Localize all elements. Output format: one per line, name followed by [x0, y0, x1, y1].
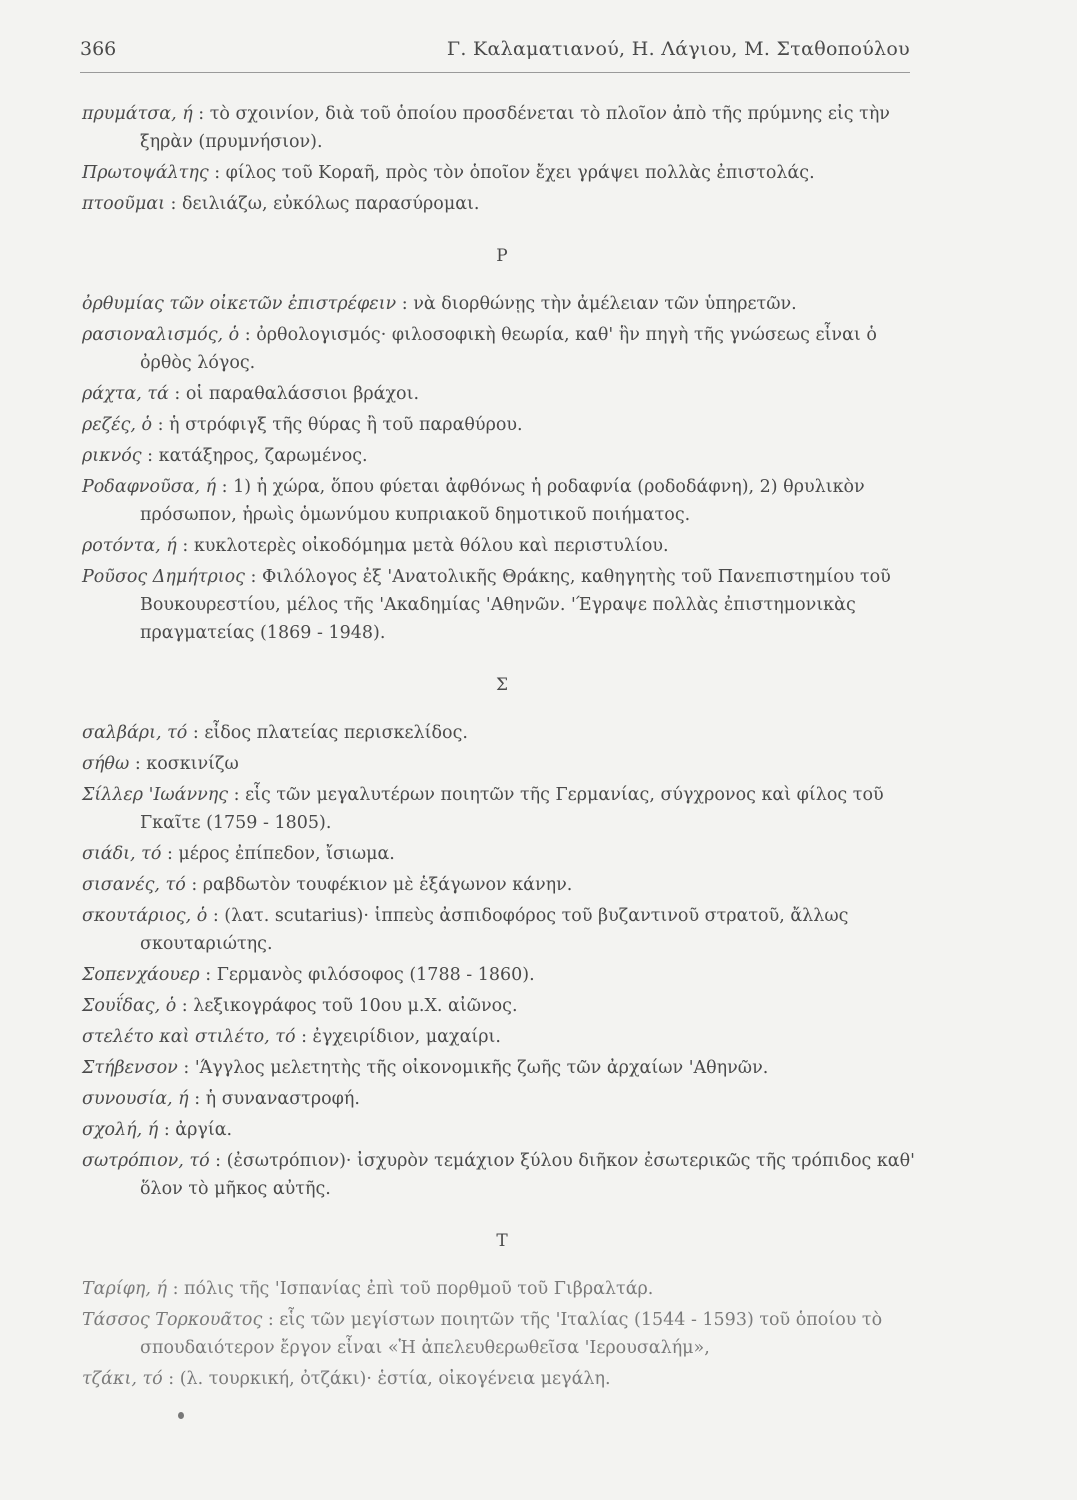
glossary-entry	[82, 871, 922, 899]
glossary-entry	[82, 1306, 922, 1362]
entry-definition: : ὀρθολογισμός· φιλοσοφικὴ θεωρία, καθ' ἣν πηγὴ τῆς γνώσεως εἶναι ὁ ὀρθὸς λόγος.	[140, 325, 877, 373]
entry-term: Τάσσος Τορκουᾶτος	[82, 1310, 263, 1330]
glossary-entry	[82, 781, 922, 837]
glossary-entry	[82, 1365, 922, 1393]
entry-definition: : (λ. τουρκική, ὀτζάκι)· ἑστία, οἰκογένεια μεγάλη.	[162, 1369, 611, 1389]
glossary-entry	[82, 532, 922, 560]
glossary-entry	[82, 902, 922, 958]
entry-term: σήθω	[82, 754, 130, 774]
entry-term: ὀρθυμίας τῶν οἰκετῶν ἐπιστρέφειν	[82, 294, 397, 314]
entry-term: Στήβενσον	[82, 1058, 178, 1078]
glossary-entry	[82, 411, 922, 439]
entry-definition: : εἷς τῶν μεγίστων ποιητῶν τῆς 'Ιταλίας (1544 - 1593) τοῦ ὁποίου τὸ σπουδαιότερον ἔργον εἶναι «Ἡ ἀπελευθερωθεῖσα 'Ιερουσαλήμ»,	[140, 1310, 883, 1358]
entry-definition: : φίλος τοῦ Κοραῆ, πρὸς τὸν ὁποῖον ἔχει γράψει πολλὰς ἐπιστολάς.	[208, 163, 815, 183]
glossary-entry	[82, 1116, 922, 1144]
entry-term: σχολή, ή	[82, 1120, 159, 1140]
entry-term: Σοπενχάουερ	[82, 965, 200, 985]
entry-definition: : λεξικογράφος τοῦ 10ου μ.Χ. αἰῶνος.	[176, 996, 518, 1016]
glossary-entry	[82, 321, 922, 377]
glossary-entry	[82, 1023, 922, 1051]
entry-definition: : (λατ. scutarius)· ἱππεὺς ἀσπιδοφόρος τοῦ βυζαντινοῦ στρατοῦ, ἄλλως σκουταριώτης.	[140, 906, 849, 954]
entry-definition: : κυκλοτερὲς οἰκοδόμημα μετὰ θόλου καὶ περιστυλίου.	[176, 536, 669, 556]
running-head: Γ. Καλαματιανού, Η. Λάγιου, Μ. Σταθοπούλου	[446, 38, 910, 60]
entry-definition: : ἐγχειρίδιον, μαχαίρι.	[295, 1027, 501, 1047]
entry-term: ροτόντα, ή	[82, 536, 177, 556]
glossary-entry	[82, 719, 922, 747]
glossary-entry	[82, 473, 922, 529]
glossary-entry	[82, 100, 922, 156]
glossary-entry	[82, 1054, 922, 1082]
entry-term: Ροῦσος Δημήτριος	[82, 567, 245, 587]
entry-term: πτοοῦμαι	[82, 194, 165, 214]
page-header	[80, 38, 910, 73]
glossary-entry	[82, 961, 922, 989]
entry-definition: : Γερμανὸς φιλόσοφος (1788 - 1860).	[199, 965, 535, 985]
entry-term: ρικνός	[82, 446, 142, 466]
entry-term: ράχτα, τά	[82, 384, 169, 404]
entry-term: σκουτάριος, ὁ	[82, 906, 208, 926]
entry-definition: : κατάξηρος, ζαρωμένος.	[141, 446, 368, 466]
section-letter: Σ	[495, 675, 509, 695]
page-number: 366	[80, 38, 117, 60]
entry-definition: : 1) ἡ χώρα, ὅπου φύεται ἀφθόνως ἡ ροδαφνία (ροδοδάφνη), 2) θρυλικὸν πρόσωπον, ἡρωὶς ὁμωνύμου κυπριακοῦ δημοτικοῦ ποιήματος.	[140, 477, 865, 525]
entry-term: ρασιοναλισμός, ὁ	[82, 325, 240, 345]
entry-definition: : οἱ παραθαλάσσιοι βράχοι.	[168, 384, 420, 404]
entry-definition: : εἷς τῶν μεγαλυτέρων ποιητῶν τῆς Γερμανίας, σύγχρονος καὶ φίλος τοῦ Γκαῖτε (1759 - 1805).	[140, 785, 884, 833]
glossary-entry	[82, 190, 922, 218]
entry-term: σαλβάρι, τό	[82, 723, 188, 743]
entry-definition: : ἀργία.	[158, 1120, 233, 1140]
glossary-entry	[82, 750, 922, 778]
entry-definition: : 'Άγγλος μελετητὴς τῆς οἰκονομικῆς ζωῆς τῶν ἀρχαίων 'Αθηνῶν.	[177, 1058, 769, 1078]
glossary-entry	[82, 290, 922, 318]
entry-term: Σίλλερ 'Ιωάννης	[82, 785, 229, 805]
glossary-entry	[82, 563, 922, 647]
entry-definition: : τὸ σχοινίον, διὰ τοῦ ὁποίου προσδένεται τὸ πλοῖον ἀπὸ τῆς πρύμνης εἰς τὴν ξηρὰν (πρυμνήσιον).	[140, 104, 890, 152]
entry-definition: : Φιλόλογος ἐξ 'Ανατολικῆς Θράκης, καθηγητὴς τοῦ Πανεπιστημίου τοῦ Βουκουρεστίου, μέλος τῆς 'Ακαδημίας 'Αθηνῶν. 'Έγραψε πολλὰς ἐπιστημονικὰς πραγματείας (1869 - 1948).	[140, 567, 891, 643]
entry-definition: : πόλις τῆς 'Ισπανίας ἐπὶ τοῦ πορθμοῦ τοῦ Γιβραλτάρ.	[167, 1279, 654, 1299]
section-letter: Ρ	[496, 246, 508, 266]
entry-definition: : ἡ συναναστροφή.	[188, 1089, 360, 1109]
glossary-entry	[82, 380, 922, 408]
entry-definition: : ἡ στρόφιγξ τῆς θύρας ἢ τοῦ παραθύρου.	[152, 415, 523, 435]
entry-term: τζάκι, τό	[82, 1369, 163, 1389]
entry-definition: : μέρος ἐπίπεδον, ἴσιωμα.	[161, 844, 395, 864]
entry-term: Σουΐδας, ὁ	[82, 996, 177, 1016]
entry-definition: : ραβδωτὸν τουφέκιον μὲ ἑξάγωνον κάνην.	[185, 875, 573, 895]
entry-definition: : δειλιάζω, εὐκόλως παρασύρομαι.	[164, 194, 480, 214]
entry-term: σιάδι, τό	[82, 844, 162, 864]
glossary-entry	[82, 1085, 922, 1113]
entry-term: συνουσία, ή	[82, 1089, 189, 1109]
entry-term: Ροδαφνοῦσα, ή	[82, 477, 217, 497]
entry-term: σωτρόπιον, τό	[82, 1151, 210, 1171]
entry-term: σισανές, τό	[82, 875, 186, 895]
entry-definition: : νὰ διορθώνῃς τὴν ἀμέλειαν τῶν ὑπηρετῶν.	[396, 294, 797, 314]
entry-term: ρεζές, ὁ	[82, 415, 153, 435]
glossary-entry	[82, 992, 922, 1020]
glossary-entry	[82, 159, 922, 187]
entry-definition: : εἶδος πλατείας περισκελίδος.	[187, 723, 468, 743]
glossary-entry	[82, 442, 922, 470]
entry-term: πρυμάτσα, ή	[82, 104, 193, 124]
glossary-entry	[82, 1275, 922, 1303]
entry-term: στελέτο καὶ στιλέτο, τό	[82, 1027, 296, 1047]
section-letter: Τ	[496, 1231, 508, 1251]
entry-term: Πρωτοψάλτης	[82, 163, 209, 183]
entry-definition: : (ἐσωτρόπιον)· ἰσχυρὸν τεμάχιον ξύλου διῆκον ἐσωτερικῶς τῆς τρόπιδος καθ' ὅλον τὸ μῆκος αὐτῆς.	[140, 1151, 915, 1199]
entry-definition: : κοσκινίζω	[129, 754, 239, 774]
ink-mark	[178, 1412, 184, 1419]
entry-term: Ταρίφη, ή	[82, 1279, 167, 1299]
glossary-entry	[82, 840, 922, 868]
glossary-entry	[82, 1147, 922, 1203]
glossary-content	[82, 100, 922, 1396]
